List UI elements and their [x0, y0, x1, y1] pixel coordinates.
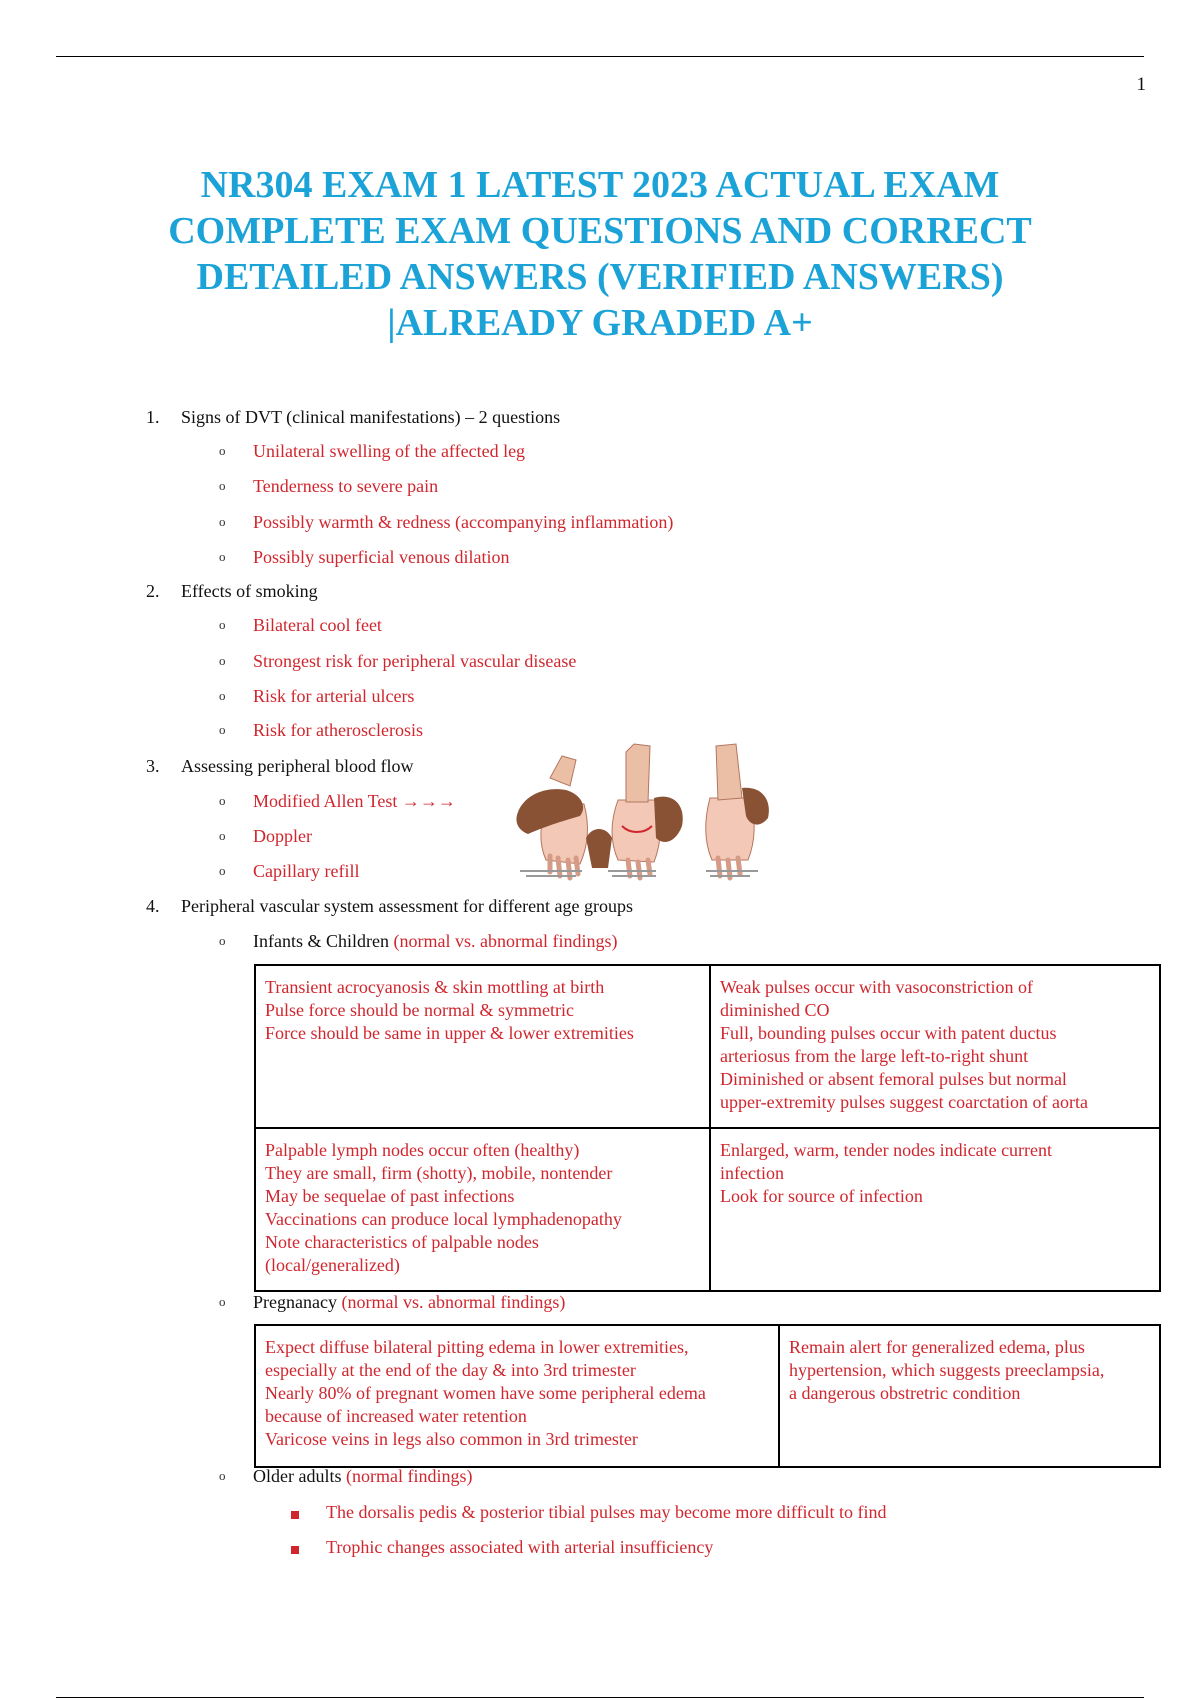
square-bullet-icon	[291, 1546, 299, 1554]
list-item: Unilateral swelling of the affected leg	[253, 441, 526, 461]
cell-line: Pulse force should be normal & symmetric	[265, 1000, 574, 1020]
bullet-icon: o	[219, 617, 226, 632]
cell-line: Force should be same in upper & lower extremities	[265, 1023, 634, 1043]
list-item: Modified Allen Test →→→	[253, 791, 456, 811]
cell-line: upper-extremity pulses suggest coarctation of aorta	[720, 1092, 1089, 1112]
table-cell-normal	[255, 965, 710, 1128]
section-4-heading: Peripheral vascular system assessment for different age groups	[181, 896, 634, 916]
cell-line: because of increased water retention	[265, 1406, 527, 1426]
section-2-heading: Effects of smoking	[181, 581, 318, 601]
cell-line: They are small, firm (shotty), mobile, nontender	[265, 1163, 613, 1183]
cell-line: Note characteristics of palpable nodes	[265, 1232, 539, 1252]
section-3-heading: Assessing peripheral blood flow	[181, 756, 414, 776]
bullet-icon: o	[219, 722, 226, 737]
older-label: Older adults	[253, 1466, 342, 1486]
cell-line: hypertension, which suggests preeclampsia,	[789, 1360, 1105, 1380]
section-3-number: 3.	[146, 756, 160, 776]
cell-line: especially at the end of the day & into 3rd trimester	[265, 1360, 636, 1380]
list-item: Possibly warmth & redness (accompanying inflammation)	[253, 512, 674, 532]
hand-illustration-2	[586, 744, 683, 878]
cell-line: a dangerous obstretric condition	[789, 1383, 1021, 1403]
cell-line: Vaccinations can produce local lymphadenopathy	[265, 1209, 622, 1229]
pregnancy-heading	[253, 1291, 565, 1313]
table-cell-normal	[255, 1128, 710, 1291]
cell-line: Expect diffuse bilateral pitting edema in lower extremities,	[265, 1337, 689, 1357]
list-item: Risk for arterial ulcers	[253, 686, 415, 706]
older-heading	[253, 1465, 472, 1487]
table-row	[255, 965, 1160, 1128]
document-title: NR304 EXAM 1 LATEST 2023 ACTUAL EXAM COMPLETE EXAM QUESTIONS AND CORRECT DETAILED ANSWERS (VERIFIED ANSWERS) |ALREADY GRADED A+	[168, 164, 1032, 344]
cell-line: Palpable lymph nodes occur often (healthy)	[265, 1140, 580, 1160]
square-bullet-icon	[291, 1511, 299, 1519]
cell-line: Diminished or absent femoral pulses but normal	[720, 1069, 1067, 1089]
bullet-icon: o	[219, 549, 226, 564]
table-cell-abnormal	[710, 1128, 1160, 1291]
section-4-number: 4.	[146, 896, 160, 916]
bullet-icon: o	[219, 1468, 226, 1483]
bullet-icon: o	[219, 653, 226, 668]
cell-line: (local/generalized)	[265, 1255, 400, 1275]
bullet-icon: o	[219, 793, 226, 808]
bullet-icon: o	[219, 933, 226, 948]
allen-test-illustration	[510, 742, 780, 882]
list-item: Trophic changes associated with arterial insufficiency	[326, 1537, 714, 1557]
cell-line: Nearly 80% of pregnant women have some peripheral edema	[265, 1383, 706, 1403]
table-cell-abnormal	[779, 1325, 1160, 1467]
header-rule	[56, 56, 1144, 57]
bullet-icon: o	[219, 514, 226, 529]
hand-illustration-3	[706, 744, 769, 878]
infants-label: Infants & Children	[253, 931, 389, 951]
bullet-icon: o	[219, 688, 226, 703]
infants-heading	[253, 930, 617, 952]
bullet-icon: o	[219, 478, 226, 493]
table-cell-abnormal	[710, 965, 1160, 1128]
cell-line: Full, bounding pulses occur with patent ductus	[720, 1023, 1057, 1043]
list-item: Strongest risk for peripheral vascular disease	[253, 651, 577, 671]
list-item: Capillary refill	[253, 861, 360, 881]
cell-line: Transient acrocyanosis & skin mottling at birth	[265, 977, 605, 997]
footer-rule	[56, 1697, 1144, 1698]
pregnancy-qualifier: (normal vs. abnormal findings)	[341, 1292, 566, 1312]
older-qualifier: (normal findings)	[345, 1466, 473, 1486]
table-row	[255, 1128, 1160, 1291]
cell-line: Enlarged, warm, tender nodes indicate current	[720, 1140, 1053, 1160]
list-item: Bilateral cool feet	[253, 615, 382, 635]
pregnancy-findings-table	[254, 1324, 1161, 1468]
page-number: 1	[1136, 74, 1146, 95]
cell-line: May be sequelae of past infections	[265, 1186, 515, 1206]
cell-line: arteriosus from the large left-to-right shunt	[720, 1046, 1029, 1066]
table-cell-normal	[255, 1325, 779, 1467]
bullet-icon: o	[219, 1294, 226, 1309]
section-2-number: 2.	[146, 581, 160, 601]
cell-line: Remain alert for generalized edema, plus	[789, 1337, 1085, 1357]
cell-line: diminished CO	[720, 1000, 830, 1020]
hand-illustration-1	[516, 756, 587, 878]
cell-line: Look for source of infection	[720, 1186, 923, 1206]
infants-findings-table	[254, 964, 1161, 1292]
list-item: The dorsalis pedis & posterior tibial pulses may become more difficult to find	[326, 1502, 887, 1522]
list-item: Tenderness to severe pain	[253, 476, 439, 496]
bullet-icon: o	[219, 863, 226, 878]
list-item: Doppler	[253, 826, 312, 846]
pregnancy-label: Pregnanacy	[253, 1292, 337, 1312]
cell-line: Varicose veins in legs also common in 3rd trimester	[265, 1429, 638, 1449]
table-row	[255, 1325, 1160, 1467]
section-1-heading: Signs of DVT (clinical manifestations) – 2 questions	[181, 407, 561, 427]
list-item: Possibly superficial venous dilation	[253, 547, 510, 567]
infants-qualifier: (normal vs. abnormal findings)	[393, 931, 618, 951]
list-item: Risk for atherosclerosis	[253, 720, 423, 740]
section-1-number: 1.	[146, 407, 160, 427]
bullet-icon: o	[219, 828, 226, 843]
cell-line: Weak pulses occur with vasoconstriction of	[720, 977, 1033, 997]
bullet-icon: o	[219, 443, 226, 458]
cell-line: infection	[720, 1163, 784, 1183]
